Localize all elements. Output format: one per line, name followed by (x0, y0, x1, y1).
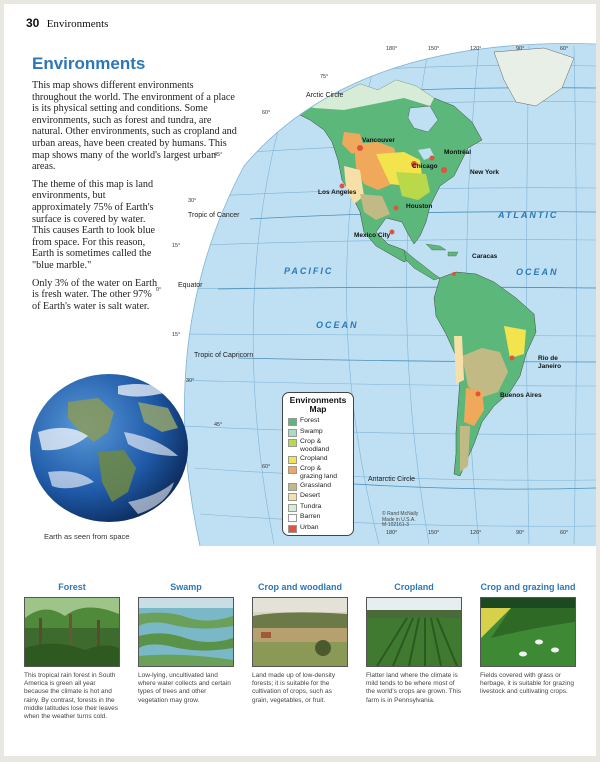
lat-45s: 45° (214, 422, 223, 428)
legend-item-tundra (288, 503, 353, 512)
legend-swatch (288, 456, 297, 464)
atlas-page (4, 4, 596, 756)
legend-label: Urban (300, 523, 319, 531)
ocean-atlantic-ocean-label: OCEAN (516, 267, 559, 277)
card-description: This tropical rain forest in South America is green all year because the climate is hot and rainy. By contrast, forests in the middle latitudes lose their leaves when the weather turns cold. (24, 672, 118, 721)
lon-180-bottom: 180° (386, 530, 398, 536)
earth-globe-image (28, 372, 190, 524)
card-description: Fields covered with grass or herbage, it is suitable for grazing livestock and cultivating crops. (480, 672, 574, 696)
globe-caption: Earth as seen from space (44, 532, 130, 541)
legend-swatch (288, 483, 297, 491)
lon-90-top: 90° (516, 46, 525, 52)
city-vancouver: Vancouver (362, 137, 395, 144)
tropic-cancer-label: Tropic of Cancer (188, 212, 240, 219)
legend-label: Swamp (300, 427, 323, 435)
city-caracas: Caracas (472, 253, 498, 260)
copyright-line: © Rand McNally (382, 511, 419, 517)
city-buenos-aires: Buenos Aires (500, 392, 542, 399)
legend-item-grassland (288, 482, 353, 491)
lat-30s: 30° (186, 378, 195, 384)
legend-title (283, 396, 353, 414)
lat-45: 45° (214, 152, 223, 158)
legend-swatch (288, 466, 297, 474)
legend-label: Barren (300, 513, 321, 521)
city-rio-line2: Janeiro (538, 363, 562, 370)
legend-label: Cropland (300, 454, 328, 462)
legend-item-barren (288, 513, 353, 522)
legend-item-forest (288, 417, 353, 426)
copyright-line: Made in U.S.A. (382, 516, 416, 523)
map-copyright (382, 512, 442, 529)
legend-item-urban (288, 524, 353, 533)
city-mexico-city: Mexico City (354, 232, 391, 239)
legend-label: Desert (300, 492, 321, 500)
card-title: Forest (58, 582, 86, 592)
crop-grazing-photo (480, 597, 576, 667)
card-crop-grazing (480, 582, 576, 697)
forest-photo (24, 597, 120, 667)
equator-label: Equator (178, 282, 203, 289)
card-swamp (138, 582, 234, 705)
lat-15s: 15° (172, 332, 181, 338)
lon-60-bottom: 60° (560, 530, 569, 536)
ocean-pacific-ocean-label: OCEAN (316, 320, 359, 330)
paragraph: The theme of this map is land environments, but approximately 75% of Earth's surface is covered by water. This causes Earth to look blue from space. For this reason, Earth is sometimes called the "blue marble." (32, 178, 156, 271)
legend-item-cropland (288, 455, 353, 464)
map-legend (282, 392, 354, 536)
card-description: Land made up of low-density forests; it is suitable for the cultivation of crops, such as grain, vegetables, or fruit. (252, 672, 336, 704)
legend-label: Grassland (300, 481, 331, 489)
city-rio-line1: Rio de (538, 355, 558, 362)
card-description: Low-lying, uncultivated land where water collects and certain types of trees and other vegetation may grow. (138, 672, 231, 704)
city-new-york: New York (470, 169, 500, 176)
card-title: Swamp (170, 582, 202, 592)
legend-title-line: Environments (289, 395, 347, 405)
card-forest (24, 582, 120, 721)
lon-60-top: 60° (560, 46, 569, 52)
lat-30: 30° (188, 198, 197, 204)
lat-60s: 60° (262, 464, 271, 470)
page-number: 30 (26, 16, 40, 30)
legend-item-crop-woodland (288, 438, 353, 453)
lon-150-bottom: 150° (428, 530, 440, 536)
lon-120-bottom: 120° (470, 530, 482, 536)
lon-180-top: 180° (386, 46, 398, 52)
legend-swatch (288, 504, 297, 512)
city-montreal: Montréal (444, 149, 472, 156)
legend-label: Forest (300, 417, 320, 424)
legend-label: Crop & (300, 438, 322, 446)
city-los-angeles: Los Angeles (318, 189, 357, 196)
lat-15: 15° (172, 243, 181, 249)
city-chicago: Chicago (412, 163, 438, 170)
legend-swatch (288, 439, 297, 447)
copyright-line: M-102161-3 (382, 522, 409, 528)
city-houston: Houston (406, 203, 433, 210)
crop-woodland-photo (252, 597, 348, 667)
antarctic-circle-label: Antarctic Circle (368, 476, 416, 483)
legend-title-line: Map (309, 404, 327, 414)
lat-60: 60° (262, 110, 271, 116)
legend-swatch (288, 525, 297, 533)
legend-swatch (288, 429, 297, 437)
ocean-atlantic-label: ATLANTIC (498, 210, 559, 220)
legend-label-line2: woodland (300, 445, 330, 453)
tropic-capricorn-label: Tropic of Capricorn (194, 352, 254, 359)
legend-swatch (288, 418, 297, 426)
cropland-photo (366, 597, 462, 667)
card-cropland (366, 582, 462, 705)
card-description: Flatter land where the climate is mild tends to be where most of the world's crops are grown. This farm is in Pennsylvania. (366, 672, 462, 704)
arctic-circle-label: Arctic Circle (306, 92, 344, 99)
legend-item-desert (288, 492, 353, 501)
legend-item-crop-grazing (288, 465, 353, 480)
legend-label: Tundra (300, 502, 322, 510)
card-title: Crop and woodland (258, 582, 342, 592)
legend-label: Crop & (300, 465, 322, 473)
legend-item-swamp (288, 428, 353, 437)
section-name: Environments (46, 18, 109, 30)
paragraph: This map shows different environments throughout the world. The environment of a place is its physical setting and conditions. Some environments, such as forest and tundra, are natural. Other environments, such as cropland and urban areas, have been created by humans. This map shows many of the world's largest urban areas. (32, 80, 237, 173)
lon-90-bottom: 90° (516, 530, 525, 536)
ocean-pacific-label: PACIFIC (284, 266, 334, 276)
paragraph: Only 3% of the water on Earth is fresh water. The other 97% of Earth's water is salt water. (32, 277, 158, 312)
swamp-photo (138, 597, 234, 667)
card-crop-woodland (252, 582, 348, 705)
legend-label-line2: grazing land (300, 472, 338, 480)
legend-swatch (288, 514, 297, 522)
lat-0: 0° (156, 287, 162, 293)
intro-text (32, 80, 238, 318)
card-title: Crop and grazing land (480, 582, 576, 592)
page-title: Environments (32, 54, 146, 73)
lon-150-top: 150° (428, 46, 440, 52)
card-title: Cropland (394, 582, 434, 592)
lat-75: 75° (320, 74, 329, 80)
environment-cards (24, 582, 584, 721)
page-header (26, 16, 108, 30)
legend-swatch (288, 493, 297, 501)
lon-120-top: 120° (470, 46, 482, 52)
